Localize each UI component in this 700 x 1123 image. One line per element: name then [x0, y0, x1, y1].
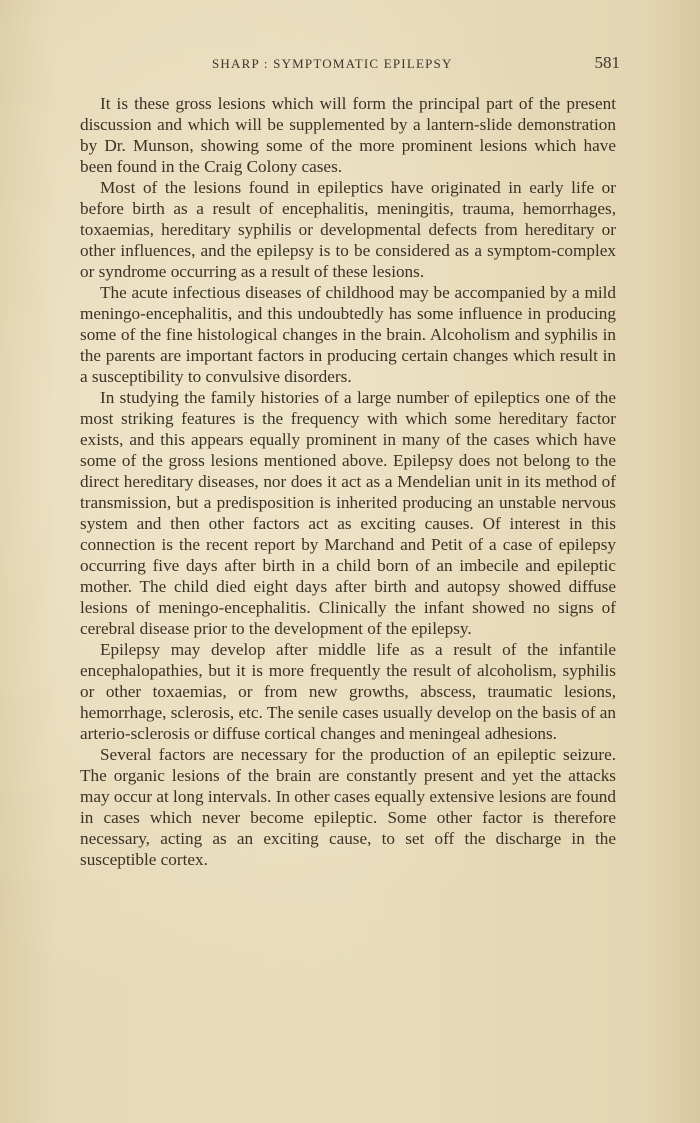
paragraph-lesion-origins: Most of the lesions found in epileptics have originated in early life or before birth as a result of encephalitis, meningitis, trauma, hemorrhages, toxaemias, hereditary syphilis or developmental defects from hereditary or other influences, and the epilepsy is to be considered as a symptom-complex or syndrome occurring as a result of these lesions.: [80, 178, 616, 281]
running-head: [80, 53, 620, 76]
paragraph-infectious-diseases: The acute infectious diseases of childhood may be accompanied by a mild meningo-encephalitis, and this undoubtedly has some influence in producing some of the fine histological changes in the brain. Alcoholism and syphilis in the parents are important factors in producing certain changes which result in a susceptibility to convulsive disorders.: [80, 283, 616, 386]
paragraph-gross-lesions: It is these gross lesions which will form the principal part of the present discussion and which will be supplemented by a lantern-slide demonstration by Dr. Munson, showing some of the more prominent lesions which have been found in the Craig Colony cases.: [80, 94, 616, 176]
paragraph-middle-life: Epilepsy may develop after middle life as a result of the infantile encephalopathies, but it is more frequently the result of alcoholism, syphilis or other toxaemias, or from new growths, abscess, traumatic lesions, hemorrhage, sclerosis, etc. The senile cases usually develop on the basis of an arterio-sclerosis or diffuse cortical changes and meningeal adhesions.: [80, 640, 616, 743]
paragraph-several-factors: Several factors are necessary for the production of an epileptic seizure. The organic lesions of the brain are constantly present and yet the attacks may occur at long intervals. In other cases equally extensive lesions are found in cases which never become epileptic. Some other factor is therefore necessary, acting as an exciting cause, to set off the discharge in the susceptible cortex.: [80, 745, 616, 869]
paragraph-family-histories: In studying the family histories of a large number of epileptics one of the most striking features is the frequency with which some hereditary factor exists, and this appears equally prominent in many of the cases which have some of the gross lesions mentioned above. Epilepsy does not belong to the direct hereditary diseases, nor does it act as a Mendelian unit in its method of transmission, but a predisposition is inherited producing an unstable nervous system and then other factors act as exciting causes. Of interest in this connection is the recent report by Marchand and Petit of a case of epilepsy occurring five days after birth in a child born of an imbecile and epileptic mother. The child died eight days after birth and autopsy showed diffuse lesions of meningo-encephalitis. Clinically the infant showed no signs of cerebral disease prior to the development of the epilepsy.: [80, 388, 616, 638]
running-title: SHARP : SYMPTOMATIC EPILEPSY: [212, 56, 453, 71]
body-text: [80, 93, 616, 870]
page-number: 581: [594, 53, 620, 72]
